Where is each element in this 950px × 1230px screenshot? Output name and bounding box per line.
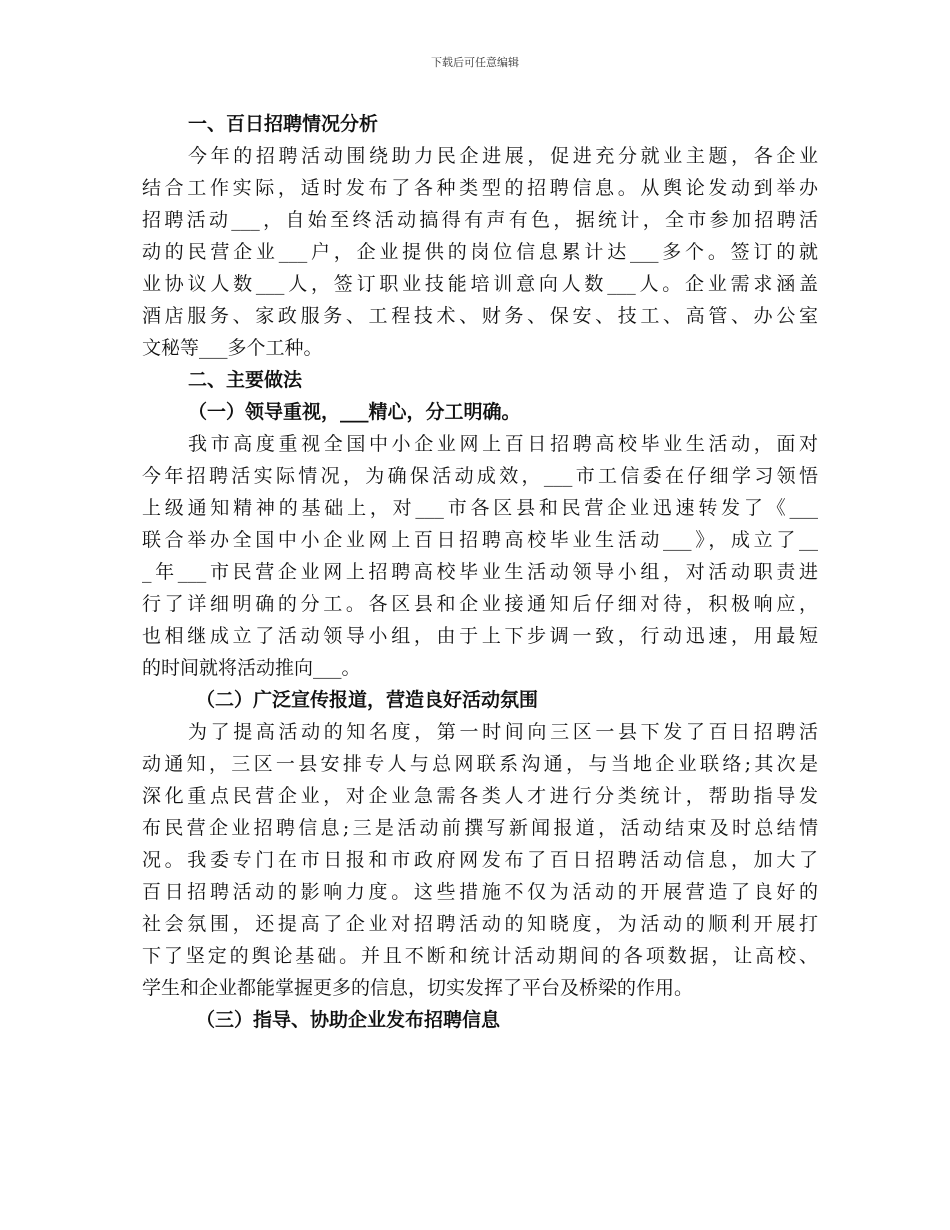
paragraph-3-line-8: 下了坚定的舆论基础。并且不断和统计活动期间的各项数据，让高校、 [142,945,818,967]
paragraph-2-line-4: 联合举办全国中小企业网上百日招聘高校毕业生活动___》，成立了__ [142,529,818,551]
paragraph-2-line-6: 行了详细明确的分工。各区县和企业接通知后仔细对待，积极响应， [142,593,818,615]
paragraph-2-line-3: 上级通知精神的基础上，对___市各区县和民营企业迅速转发了《___ [142,497,818,519]
paragraph-3-line-5: 况。我委专门在市日报和市政府网发布了百日招聘活动信息，加大了 [142,849,818,871]
subsection-heading-3: （三）指导、协助企业发布招聘信息 [196,1009,501,1031]
paragraph-1-line-1: 今年的招聘活动围绕助力民企进展，促进充分就业主题，各企业 [188,145,818,167]
paragraph-3-line-2: 动通知，三区一县安排专人与总网联系沟通，与当地企业联络;其次是 [142,753,818,775]
paragraph-3-line-1: 为了提高活动的知名度，第一时间向三区一县下发了百日招聘活 [188,721,818,743]
document-body [142,108,818,1036]
subsection-heading-2: （二）广泛宣传报道，营造良好活动氛围 [196,689,539,711]
paragraph-2-line-8: 的时间就将活动推向___。 [142,657,361,679]
paragraph-3-line-7: 社会氛围，还提高了企业对招聘活动的知晓度，为活动的顺利开展打 [142,913,818,935]
section-heading-2: 二、主要做法 [188,369,303,391]
paragraph-3-line-3: 深化重点民营企业，对企业急需各类人才进行分类统计，帮助指导发 [142,785,818,807]
paragraph-3-line-4: 布民营企业招聘信息;三是活动前撰写新闻报道，活动结束及时总结情 [142,817,818,839]
paragraph-3-line-6: 百日招聘活动的影响力度。这些措施不仅为活动的开展营造了良好的 [142,881,818,903]
paragraph-2-line-2: 今年招聘活实际情况，为确保活动成效，___市工信委在仔细学习领悟 [142,465,818,487]
paragraph-2-line-5: _年___市民营企业网上招聘高校毕业生活动领导小组，对活动职责进 [142,561,818,583]
paragraph-2-line-7: 也相继成立了活动领导小组，由于上下步调一致，行动迅速，用最短 [142,625,818,647]
section-heading-1: 一、百日招聘情况分析 [188,113,379,135]
subsection-heading-1: （一）领导重视，___精心，分工明确。 [188,401,521,423]
paragraph-1-line-5: 业协议人数___人，签订职业技能培训意向人数___人。企业需求涵盖 [142,273,818,295]
paragraph-1-line-2: 结合工作实际，适时发布了各种类型的招聘信息。从舆论发动到举办 [142,177,818,199]
paragraph-1-line-6: 酒店服务、家政服务、工程技术、财务、保安、技工、高管、办公室 [142,305,818,327]
page-header-note: 下载后可任意编辑 [431,56,519,69]
paragraph-1-line-4: 动的民营企业___户，企业提供的岗位信息累计达___多个。签订的就 [142,241,818,263]
paragraph-2-line-1: 我市高度重视全国中小企业网上百日招聘高校毕业生活动，面对 [188,433,818,455]
paragraph-1-line-7: 文秘等___多个工种。 [142,337,323,359]
paragraph-3-line-9: 学生和企业都能掌握更多的信息，切实发挥了平台及桥梁的作用。 [142,977,694,999]
paragraph-1-line-3: 招聘活动___，自始至终活动搞得有声有色，据统计，全市参加招聘活 [142,209,818,231]
